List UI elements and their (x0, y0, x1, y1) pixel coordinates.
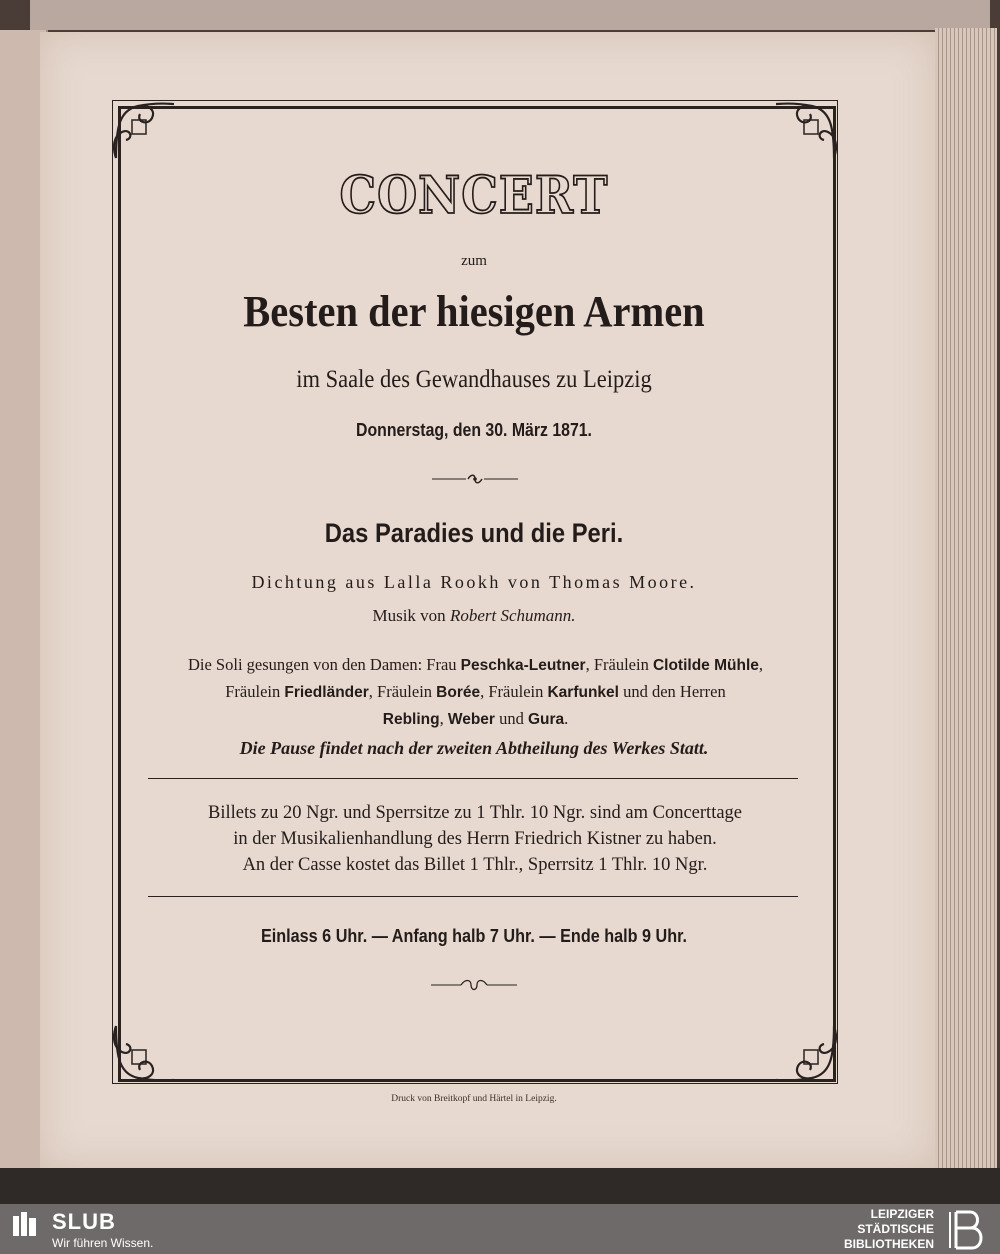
ticket-line: An der Casse kostet das Billet 1 Thlr., Sperrsitz 1 Thlr. 10 Ngr. (242, 855, 708, 875)
schedule-times: Einlass 6 Uhr. — Anfang halb 7 Uhr. — Ende halb 9 Uhr. (260, 926, 688, 946)
library-name-line: LEIPZIGER (870, 1207, 934, 1221)
ticket-line: Billets zu 20 Ngr. und Sperrsitze zu 1 Thlr. 10 Ngr. sind am Concerttage (207, 803, 743, 823)
page-edges (935, 28, 997, 1178)
singer-name: Weber (447, 711, 495, 728)
corner-ornament-icon (772, 96, 842, 166)
singer-name: Karfunkel (547, 684, 619, 701)
library-name[interactable] (804, 1207, 934, 1252)
book-bottom (0, 1168, 1000, 1204)
zum-text: zum (461, 253, 487, 269)
slub-name[interactable]: SLUB (52, 1209, 116, 1234)
composer-name: Robert Schumann. (449, 606, 576, 625)
slub-logo-icon[interactable] (12, 1210, 38, 1240)
divider-ornament-icon (424, 978, 524, 992)
singer-name: Rebling (382, 711, 440, 728)
soli-text: , Fräulein (480, 682, 548, 701)
library-logo-icon[interactable] (946, 1208, 990, 1252)
book-top-edge (30, 0, 990, 30)
divider-line (148, 896, 798, 897)
library-name-line: STÄDTISCHE (857, 1222, 934, 1236)
corner-ornament-icon (108, 96, 178, 166)
singer-name: Borée (436, 684, 481, 701)
printer-credit: Druck von Breitkopf und Härtel in Leipzig. (391, 1094, 557, 1104)
singer-name: Clotilde Mühle (652, 657, 759, 674)
ticket-info (140, 800, 810, 878)
soli-text: , Fräulein (585, 655, 653, 674)
library-name-line: BIBLIOTHEKEN (844, 1237, 934, 1251)
music-prefix: Musik von (372, 606, 450, 625)
soli-text: , Fräulein (368, 682, 437, 701)
divider-line (148, 778, 798, 779)
poem-credit: Dichtung aus Lalla Rookh von Thomas Moore. (251, 572, 697, 592)
pause-note: Die Pause findet nach der zweiten Abtheilung des Werkes Statt. (239, 738, 709, 758)
soli-text: und den Herren (618, 682, 726, 701)
singer-name: Peschka-Leutner (460, 657, 586, 674)
singer-name: Gura (527, 711, 565, 728)
divider-ornament-icon (430, 472, 520, 486)
music-credit (118, 606, 830, 626)
corner-ornament-icon (772, 1018, 842, 1088)
concert-date: Donnerstag, den 30. März 1871. (356, 420, 592, 440)
singer-name: Friedländer (284, 684, 369, 701)
venue-text: im Saale des Gewandhauses zu Leipzig (296, 366, 652, 393)
soloists-paragraph (148, 652, 803, 733)
soli-text: Fräulein (225, 682, 285, 701)
soli-text: . (564, 709, 569, 728)
purpose-heading: Besten der hiesigen Armen (243, 287, 705, 336)
soli-text: , (758, 655, 763, 674)
work-title: Das Paradies und die Peri. (324, 518, 624, 548)
concert-heading: CONCERT (339, 164, 609, 226)
slub-tagline: Wir führen Wissen. (52, 1236, 154, 1250)
soli-text: Die Soli gesungen von den Damen: Frau (187, 655, 461, 674)
ticket-line: in der Musikalienhandlung des Herrn Friedrich Kistner zu haben. (233, 829, 717, 849)
corner-ornament-icon (108, 1018, 178, 1088)
soli-text: , (439, 709, 448, 728)
soli-text: und (494, 709, 528, 728)
